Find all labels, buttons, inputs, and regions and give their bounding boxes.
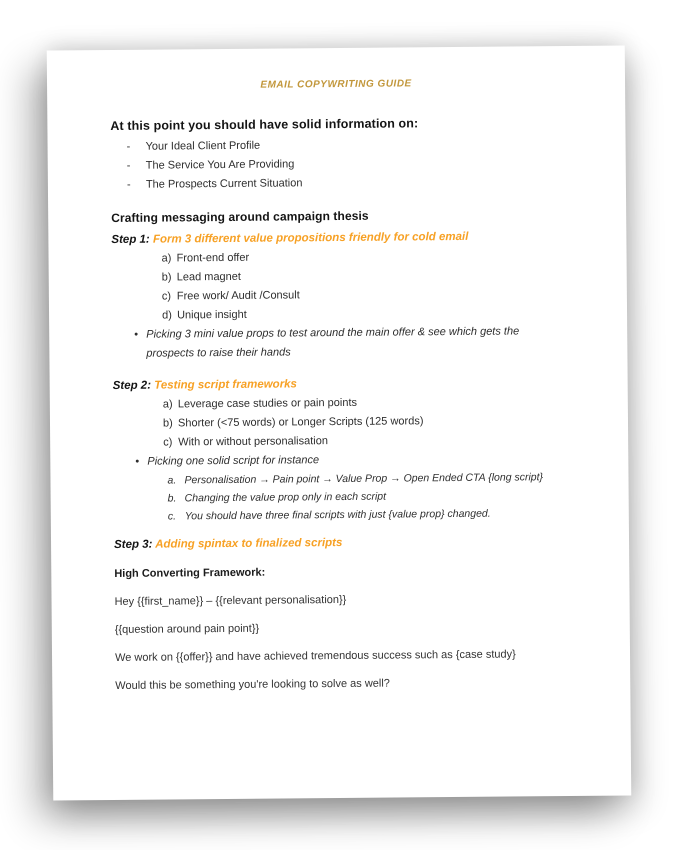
step1-list: [111, 246, 579, 326]
framework-line: {{question around pain point}}: [114, 622, 260, 636]
list-item-text: Unique insight: [177, 308, 247, 322]
list-item-text: Your Ideal Client Profile: [145, 139, 261, 153]
step2-sublist: [113, 468, 580, 526]
alpha-marker: d): [162, 309, 172, 322]
intro-list: [111, 134, 578, 195]
step3-block: [114, 531, 581, 555]
list-item-text: Front-end offer: [176, 251, 250, 265]
list-item-text: Leverage case studies or pain points: [177, 396, 358, 411]
sub-marker: b.: [167, 492, 177, 505]
step1-note: [112, 322, 579, 364]
list-item-text: The Service You Are Providing: [145, 158, 295, 172]
alpha-marker: b): [162, 417, 173, 430]
note-text: Picking one solid script for instance: [147, 454, 320, 468]
framework-line: Would this be something you're looking to solve as well?: [115, 677, 390, 692]
dash-marker: -: [126, 159, 131, 172]
step3-heading: [114, 531, 581, 555]
document-page: [47, 45, 632, 800]
framework-line: We work on {{offer}} and have achieved tremendous success such as {case study}: [114, 648, 516, 664]
step2-label: Step 2:: [112, 379, 152, 392]
list-item-text: Personalisation → Pain point → Value Prop → Open Ended CTA {long script}: [184, 471, 544, 487]
note-text: Picking 3 mini value props to test around the main offer & see which gets the prospects to raise their hands: [146, 325, 520, 360]
list-item: [114, 504, 581, 526]
step3-title: Adding spintax to finalized scripts: [152, 536, 343, 551]
step3-label: Step 3:: [114, 538, 153, 551]
step2-title: Testing script frameworks: [150, 378, 297, 392]
bullet-marker: •: [135, 455, 140, 468]
dash-marker: -: [126, 178, 131, 191]
intro-heading: At this point you should have solid information on:: [110, 116, 419, 133]
framework-heading: High Converting Framework:: [114, 566, 266, 580]
alpha-marker: a): [161, 252, 172, 265]
bullet-marker: •: [134, 328, 139, 341]
sub-marker: c.: [167, 510, 177, 523]
step1-label: Step 1:: [111, 233, 150, 246]
list-item-text: Changing the value prop only in each script: [184, 490, 387, 505]
dash-marker: -: [126, 140, 131, 153]
framework-line: Hey {{first_name}} – {{relevant personalisation}}: [114, 593, 347, 608]
step2-list: [113, 392, 580, 453]
list-item-text: Shorter (<75 words) or Longer Scripts (125 words): [177, 415, 424, 430]
list-item: [111, 172, 578, 195]
alpha-marker: a): [162, 398, 173, 411]
list-item-text: Lead magnet: [176, 270, 241, 284]
list-item-text: The Prospects Current Situation: [145, 177, 303, 191]
document-content: [47, 112, 630, 695]
campaign-heading: Crafting messaging around campaign thesis: [111, 208, 369, 225]
alpha-marker: c): [163, 436, 173, 449]
document-title: EMAIL COPYWRITING GUIDE: [260, 78, 412, 91]
alpha-marker: b): [161, 271, 172, 284]
list-item-text: Free work/ Audit /Consult: [176, 289, 300, 303]
sub-marker: a.: [167, 474, 177, 487]
step1-title: Form 3 different value propositions friendly for cold email: [149, 230, 469, 246]
step2-block: [113, 372, 581, 526]
list-item-text: You should have three final scripts with just {value prop} changed.: [184, 507, 491, 523]
list-item-text: With or without personalisation: [178, 435, 329, 449]
alpha-marker: c): [161, 290, 172, 303]
